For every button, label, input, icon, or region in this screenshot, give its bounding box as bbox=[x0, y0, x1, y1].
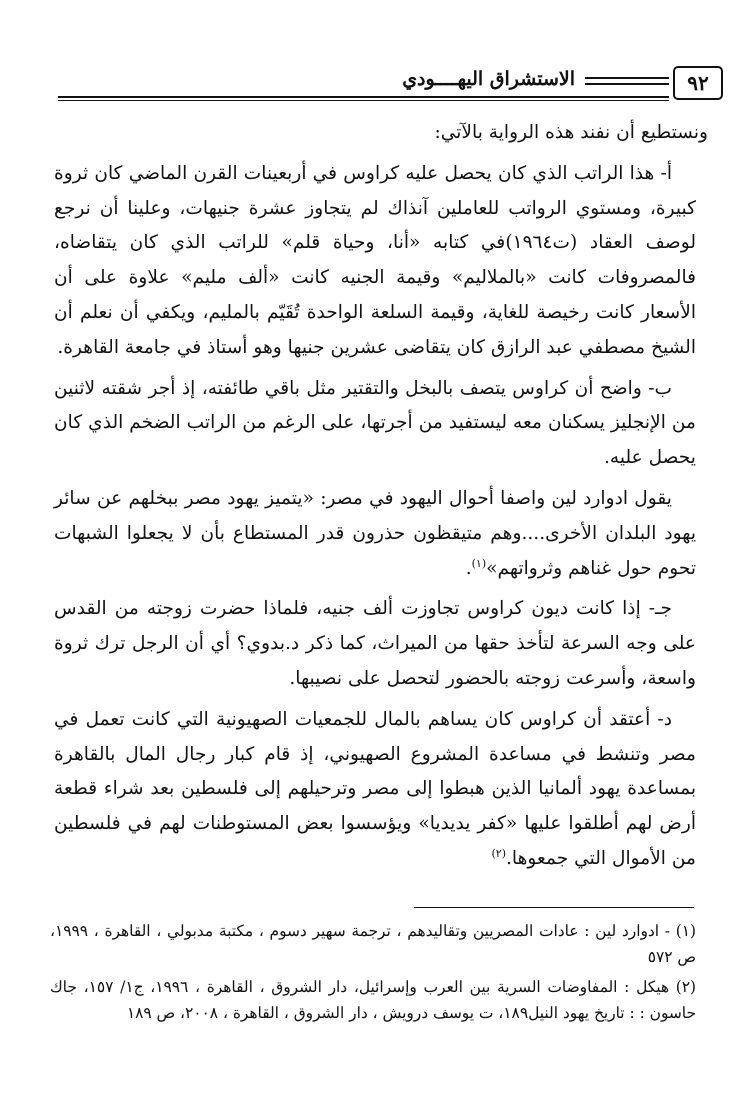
lane-quote-end: . bbox=[465, 557, 472, 579]
footnotes bbox=[50, 918, 696, 1030]
intro-paragraph: ونستطيع أن نفند هذه الرواية بالآتي: bbox=[434, 122, 708, 143]
paragraph-b: ب- واضح أن كراوس يتصف بالبخل والتقتير مثل باقي طائفته، إذ أجر شقته لاثنين من الإنجليز يسكنان معه ليستفيد من أجرتها، على الرغم من الراتب الضخم الذي كان يحصل عليه. bbox=[54, 377, 696, 469]
paragraph-d bbox=[54, 703, 696, 877]
page-number: ٩٢ bbox=[673, 66, 723, 100]
footnote-ref-1[interactable]: (١) bbox=[471, 556, 487, 570]
paragraph-d-text: د- أعتقد أن كراوس كان يساهم بالمال للجمعيات الصهيونية التي كانت تعمل في مصر وتنشط في مساعدة المشروع الصهيوني، إذ قام كبار رجال المال بالقاهرة بمساعدة يهود ألمانيا الذين هبطوا إلى مصر وترحيلهم إلى فلسطين بعد شراء قطعة أرض لهم أطلقوا عليها «كفر يديديا» ويؤسسوا بعض المستوطنات لهم في فلسطين من الأموال التي جمعوها. bbox=[54, 708, 696, 869]
paragraph-c: جـ- إذا كانت ديون كراوس تجاوزت ألف جنيه، فلماذا حضرت زوجته من القدس على وجه السرعة لتأخذ حقها من الميراث، كما ذكر د.بدوي؟ أي أن الرجل ترك ثروة واسعة، وأسرعت زوجته بالحضور لتحصل على نصيبها. bbox=[54, 598, 696, 689]
footnote-separator bbox=[414, 907, 694, 908]
header-decoration bbox=[585, 77, 669, 85]
footnote-ref-2[interactable]: (٢) bbox=[491, 846, 506, 860]
header-rule bbox=[58, 96, 669, 98]
header-title: الاستشراق اليهــــودي bbox=[402, 68, 575, 90]
footnote-1: (١) - ادوارد لين : عادات المصريين وتقاليدهم ، ترجمة سهير دسوم ، مكتبة مدبولي ، القاهرة ، ١٩٩٩، ص ٥٧٢ bbox=[50, 922, 696, 966]
paragraph-a: أ- هذا الراتب الذي كان يحصل عليه كراوس في أربعينات القرن الماضي كان ثروة كبيرة، ومستوي الرواتب للعاملين آنذاك لم يتجاوز عشرة جنيهات، وعلينا أن نرجع لوصف العقاد (ت١٩٦٤)في كتابه «أنا، وحياة قلم» للراتب الذي كان يتقاضاه، فالمصروفات كانت «بالملاليم» وقيمة الجنيه كانت «ألف مليم» علاوة على أن الأسعار كانت رخيصة للغاية، وقيمة السلعة الواحدة تُقَيّم بالمليم، ويكفي أن نعلم أن الشيخ مصطفي عبد الرازق كان يتقاضى عشرين جنيها وهو أستاذ في جامعة القاهرة. bbox=[54, 162, 696, 358]
running-header bbox=[58, 66, 723, 102]
header-rule-thin bbox=[58, 100, 669, 101]
lane-quote-text: يقول ادوارد لين واصفا أحوال اليهود في مصر: «يتميز يهود مصر ببخلهم عن سائر يهود البلدان الأخرى....وهم متيقظون حذرون قدر المستطاع بأن لا يجعلوا الشبهات تحوم حول غناهم وثرواتهم» bbox=[54, 487, 696, 579]
paragraph-lane-quote bbox=[54, 482, 696, 586]
footnote-2: (٢) هيكل : المفاوضات السرية بين العرب وإسرائيل، دار الشروق ، القاهرة ، ١٩٩٦، ج١/ ١٥٧، جاك حاسون : : تاريخ يهود النيل١٨٩، ت يوسف درويش ، دار الشروق ، القاهرة ، ٢٠٠٨، ص ١٨٩ bbox=[50, 978, 697, 1022]
main-text bbox=[54, 116, 708, 883]
